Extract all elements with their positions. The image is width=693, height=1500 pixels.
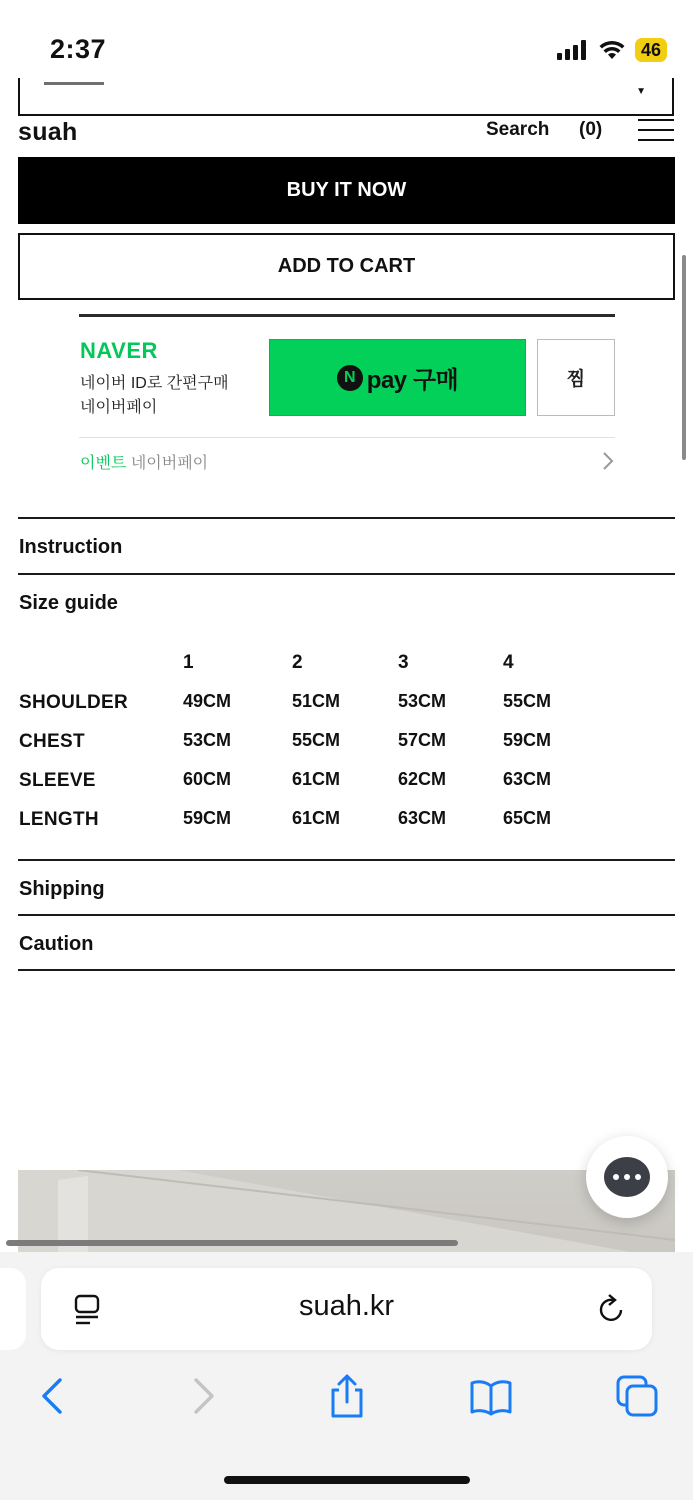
size-row-label: CHEST xyxy=(19,731,85,752)
naver-pay-divider xyxy=(79,314,615,317)
horizontal-scrollbar[interactable] xyxy=(6,1240,458,1246)
naver-event-divider xyxy=(79,437,615,438)
address-bar-url[interactable]: suah.kr xyxy=(298,1290,395,1322)
size-column-2: 2 xyxy=(292,652,303,673)
size-cell: 55CM xyxy=(292,730,341,750)
chevron-down-icon: ▼ xyxy=(636,86,646,97)
back-icon[interactable] xyxy=(32,1374,76,1418)
size-row-label: SHOULDER xyxy=(19,692,129,713)
accordion-instruction[interactable]: Instruction xyxy=(19,536,123,558)
reader-icon[interactable] xyxy=(72,1292,102,1326)
cart-count-link[interactable]: (0) xyxy=(579,119,603,140)
chat-icon xyxy=(604,1157,650,1197)
forward-icon[interactable] xyxy=(180,1374,224,1418)
option-select-value-fragment xyxy=(44,82,104,85)
naver-desc-line1: 네이버 ID로 간편구매 xyxy=(80,375,229,392)
size-row-label: SLEEVE xyxy=(19,770,96,791)
add-to-cart-button[interactable]: ADD TO CART xyxy=(18,233,675,300)
chat-button[interactable] xyxy=(586,1136,668,1218)
naver-event-label: 이벤트 xyxy=(80,455,127,472)
vertical-scrollbar[interactable] xyxy=(682,255,686,460)
accordion-size-guide[interactable]: Size guide xyxy=(19,592,118,614)
naver-event-link[interactable] xyxy=(80,450,208,473)
size-row-label: LENGTH xyxy=(19,809,99,830)
naver-desc-line2: 네이버페이 xyxy=(80,399,158,416)
cellular-signal-icon xyxy=(557,40,589,60)
size-cell: 62CM xyxy=(398,769,447,789)
accordion-shipping[interactable]: Shipping xyxy=(19,878,105,900)
size-cell: 60CM xyxy=(183,769,232,789)
naver-n-icon: N xyxy=(337,365,363,391)
accordion-caution[interactable]: Caution xyxy=(19,933,94,955)
reload-icon[interactable] xyxy=(595,1292,627,1326)
home-indicator[interactable] xyxy=(224,1476,470,1484)
naver-pay-button[interactable] xyxy=(269,339,526,416)
naver-brand: NAVER xyxy=(80,338,158,363)
chevron-right-icon[interactable] xyxy=(601,450,615,472)
section-divider xyxy=(18,573,675,575)
size-cell: 53CM xyxy=(183,730,232,750)
size-cell: 55CM xyxy=(503,691,552,711)
naver-pay-label: pay 구매 xyxy=(366,367,459,394)
size-cell: 51CM xyxy=(292,691,341,711)
section-divider xyxy=(18,859,675,861)
section-divider xyxy=(18,969,675,971)
size-column-3: 3 xyxy=(398,652,409,673)
buy-now-button[interactable]: BUY IT NOW xyxy=(18,157,675,224)
naver-wish-button[interactable]: 찜 xyxy=(537,339,615,416)
size-cell: 63CM xyxy=(503,769,552,789)
size-cell: 65CM xyxy=(503,808,552,828)
size-cell: 53CM xyxy=(398,691,447,711)
size-column-1: 1 xyxy=(183,652,194,673)
size-column-4: 4 xyxy=(503,652,514,673)
section-divider xyxy=(18,914,675,916)
search-link[interactable]: Search xyxy=(486,119,550,140)
status-icons xyxy=(557,38,667,62)
size-cell: 57CM xyxy=(398,730,447,750)
section-divider xyxy=(18,517,675,519)
tabs-icon[interactable] xyxy=(615,1374,659,1418)
wifi-icon xyxy=(599,40,625,60)
battery-indicator: 46 xyxy=(635,38,667,62)
size-cell: 59CM xyxy=(503,730,552,750)
size-cell: 61CM xyxy=(292,769,341,789)
status-time: 2:37 xyxy=(50,34,107,64)
site-logo[interactable]: suah xyxy=(18,118,78,146)
naver-event-text: 네이버페이 xyxy=(130,455,209,472)
share-icon[interactable] xyxy=(325,1374,369,1418)
size-cell: 49CM xyxy=(183,691,232,711)
option-select[interactable] xyxy=(18,78,674,116)
hamburger-menu-icon[interactable] xyxy=(638,119,674,141)
size-cell: 61CM xyxy=(292,808,341,828)
size-cell: 59CM xyxy=(183,808,232,828)
bookmarks-icon[interactable] xyxy=(469,1374,513,1418)
size-cell: 63CM xyxy=(398,808,447,828)
